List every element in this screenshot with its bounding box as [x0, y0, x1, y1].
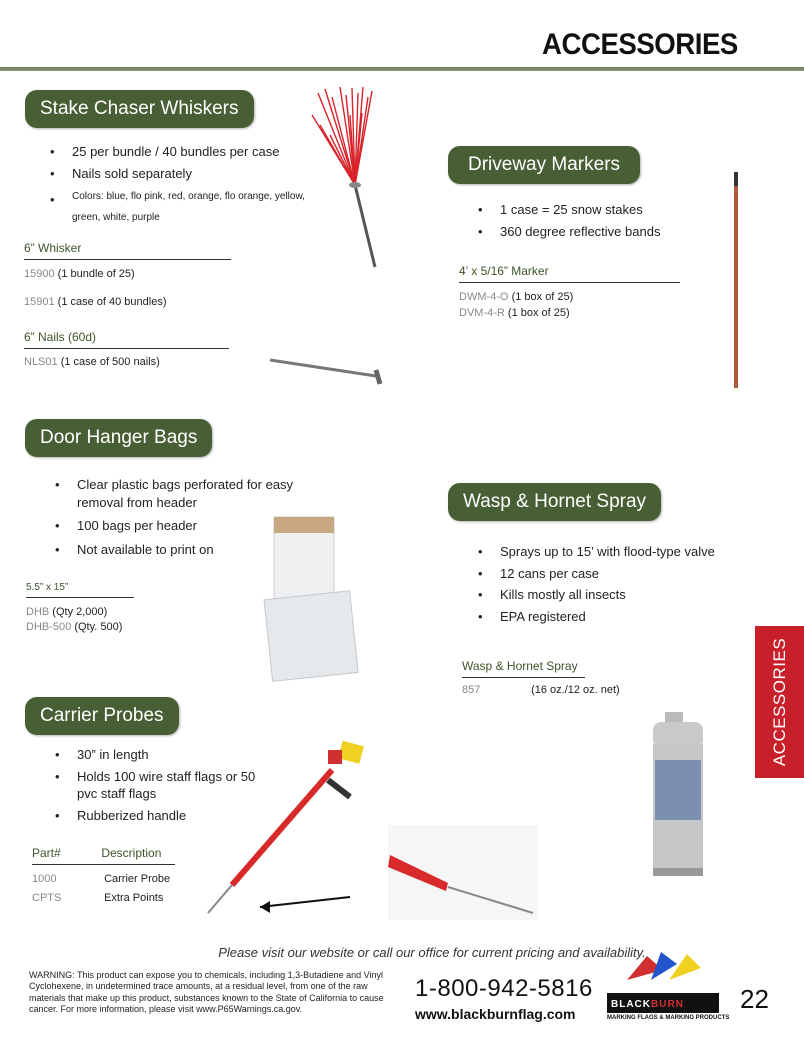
page-title: ACCESSORIES: [542, 28, 738, 61]
part-code: DHB-500: [26, 621, 72, 633]
marker-size-label: 4’ x 5/16” Marker: [459, 264, 680, 283]
part-desc: (16 oz./12 oz. net): [531, 684, 620, 696]
part-code: 15900: [24, 268, 55, 280]
driveway-marker-image: [730, 170, 742, 390]
blackburn-logo: [607, 950, 730, 1021]
pricing-note: Please visit our website or call our office for current pricing and availability.: [218, 945, 646, 960]
phone-number[interactable]: 1-800-942-5816: [415, 975, 593, 1002]
part-code: DHB: [26, 606, 50, 618]
list-item: • Rubberized handle: [51, 807, 276, 825]
nail-image: [268, 350, 388, 390]
stake-chaser-bullets: [46, 143, 326, 228]
table-row: [24, 268, 135, 280]
table-row: [24, 356, 160, 368]
driveway-bullets: [474, 201, 724, 240]
list-item: • 12 cans per case: [474, 565, 734, 583]
table-row: [459, 291, 573, 303]
logo-word-black: BLACK: [611, 999, 651, 1010]
list-item: • 25 per bundle / 40 bundles per case: [46, 143, 326, 161]
list-item: • 360 degree reflective bands: [474, 223, 724, 241]
table-row: [26, 606, 107, 618]
section-side-tab: [755, 626, 804, 778]
part-code: DVM-4-R: [459, 307, 505, 319]
list-item: • 1 case = 25 snow stakes: [474, 201, 724, 219]
part-code: CPTS: [32, 892, 62, 904]
list-item: • EPA registered: [474, 608, 734, 626]
list-item: • Holds 100 wire staff flags or 50 pvc staff flags: [51, 768, 276, 803]
list-item: • Clear plastic bags perforated for easy removal from header: [51, 476, 311, 511]
door-hanger-heading: Door Hanger Bags: [25, 419, 212, 457]
whisker-size-label: 6” Whisker: [24, 241, 231, 260]
wasp-spray-bullets: [474, 543, 734, 625]
part-code: DWM-4-O: [459, 291, 509, 303]
door-hanger-bag-image: [262, 515, 362, 685]
table-row: [459, 307, 570, 319]
part-code: 857: [462, 684, 481, 696]
spray-can-image: [645, 710, 720, 880]
table-row: [24, 296, 167, 308]
whisker-image: [300, 85, 390, 275]
side-tab-label: ACCESSORIES: [769, 637, 789, 767]
part-code: NLS01: [24, 356, 58, 368]
carrier-probes-heading: Carrier Probes: [25, 697, 179, 735]
logo-wordmark: [607, 993, 719, 1013]
flag-logo-icon: [607, 950, 719, 988]
list-item: • 30” in length: [51, 746, 276, 764]
website-link[interactable]: www.blackburnflag.com: [415, 1006, 576, 1022]
carrier-probe-image: [200, 725, 400, 920]
part-desc: (1 box of 25): [507, 307, 570, 319]
list-item: • 100 bags per header: [51, 517, 311, 535]
wasp-spray-heading: Wasp & Hornet Spray: [448, 483, 661, 521]
part-code: 1000: [32, 873, 57, 885]
driveway-heading: Driveway Markers: [448, 146, 640, 184]
list-item: • Nails sold separately: [46, 165, 326, 183]
page-number: 22: [740, 984, 769, 1014]
part-desc: (1 box of 25): [511, 291, 574, 303]
list-item: • Kills mostly all insects: [474, 586, 734, 604]
header-rule: [0, 67, 804, 71]
logo-tagline: MARKING FLAGS & MARKING PRODUCTS: [607, 1015, 730, 1021]
probe-tip-image: [388, 825, 538, 920]
part-desc: Carrier Probe: [104, 873, 171, 885]
part-desc: (1 bundle of 25): [57, 268, 135, 280]
logo-word-burn: BURN: [651, 999, 684, 1010]
nails-size-label: 6” Nails (60d): [24, 330, 229, 349]
part-desc: (Qty. 500): [74, 621, 123, 633]
list-item: • Colors: blue, flo pink, red, orange, flo orange, yellow, green, white, purple: [46, 186, 326, 228]
prop65-warning: WARNING: This product can expose you to chemicals, including 1,3-Butadiene and Vinyl Cyclohexene, in undetermined trace amounts, at a residual level, from one of the raw materials that make up this product, substances known to the State of California to cause cancer. For more information, please visit www.P65Warnings.ca.gov.: [29, 970, 384, 1014]
part-code: 15901: [24, 296, 55, 308]
part-desc: (Qty 2,000): [52, 606, 108, 618]
table-row: [32, 892, 163, 904]
table-row: [26, 621, 122, 633]
part-desc: Extra Points: [104, 892, 164, 904]
col-desc: Description: [101, 846, 162, 860]
part-desc: (1 case of 40 bundles): [57, 296, 167, 308]
table-row: [32, 873, 170, 885]
stake-chaser-heading: Stake Chaser Whiskers: [25, 90, 254, 128]
wasp-spray-label: Wasp & Hornet Spray: [462, 659, 585, 678]
col-part: Part#: [32, 846, 61, 860]
parts-table-header: [32, 846, 175, 865]
list-item: • Sprays up to 15’ with flood-type valve: [474, 543, 734, 561]
part-desc: (1 case of 500 nails): [60, 356, 160, 368]
table-row: [462, 684, 620, 696]
bag-size-label: 5.5” x 15”: [26, 582, 134, 598]
list-item: • Not available to print on: [51, 541, 311, 559]
